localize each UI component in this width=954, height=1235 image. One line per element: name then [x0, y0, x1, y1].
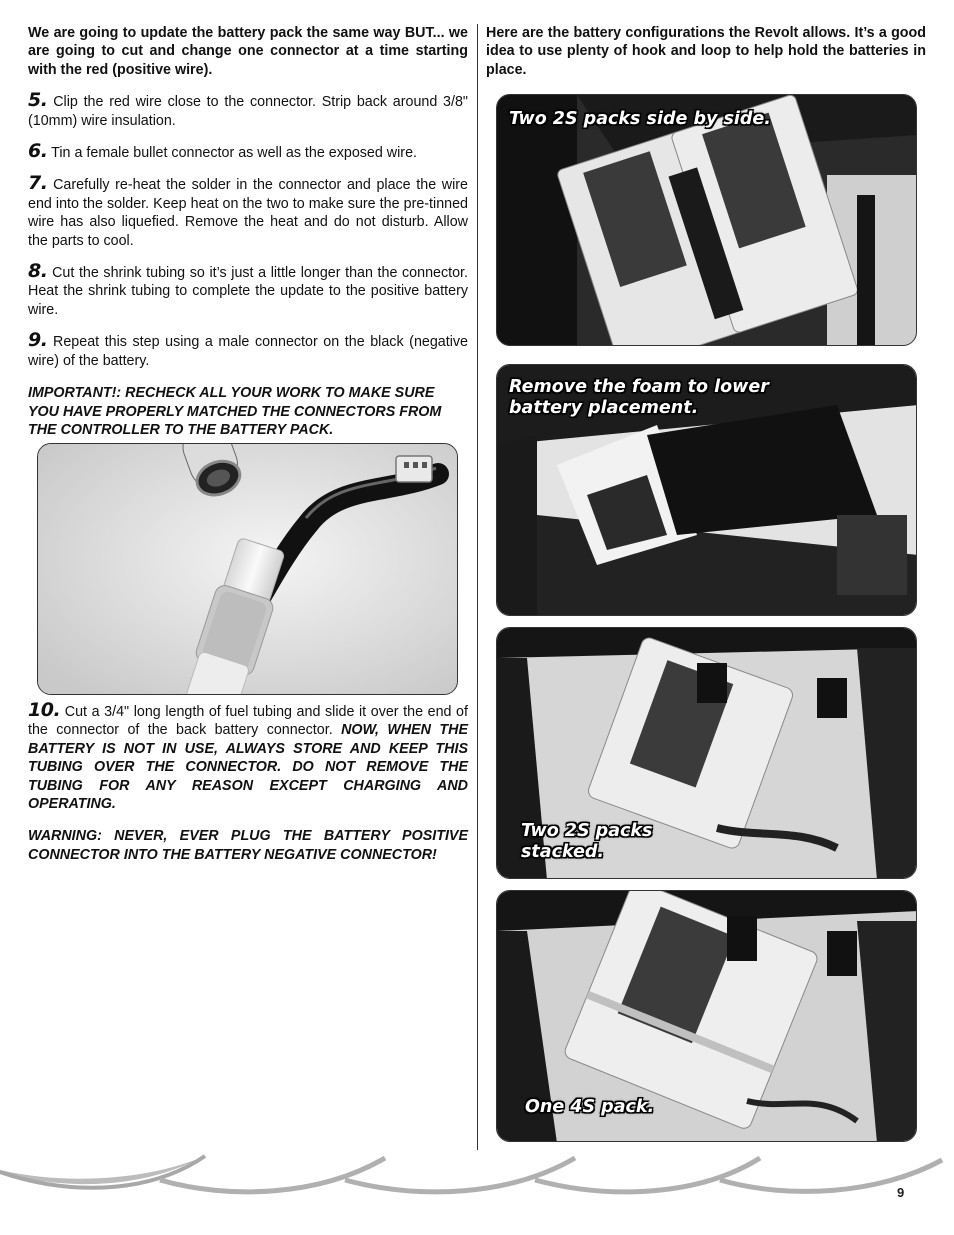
connector-photo — [37, 443, 458, 695]
photo-remove-foam — [496, 364, 917, 616]
warning-note: WARNING: NEVER, EVER PLUG THE BATTERY POSITIVE CONNECTOR INTO THE BATTERY NEGATIVE CONNECTOR! — [28, 828, 468, 863]
caption-line-2: stacked. — [521, 842, 605, 862]
step-number: 6. — [28, 140, 48, 163]
left-column — [28, 24, 468, 439]
step-10 — [28, 701, 468, 813]
footer-swoosh-decoration — [0, 1150, 954, 1210]
connector-image — [38, 444, 458, 695]
photo-caption: One 4S pack. — [525, 1097, 655, 1117]
step-number: 5. — [28, 89, 48, 112]
photo-caption — [521, 821, 652, 863]
photo-caption: Two 2S packs side by side. — [509, 109, 771, 129]
step-text: Carefully re-heat the solder in the connector and place the wire end into the solder. Keep heat on the two to make sure the pre-tinned wire has also liquefied. Remove the heat and do not disturb. Allow the parts to cool. — [28, 177, 468, 249]
step-text: Tin a female bullet connector as well as the exposed wire. — [51, 145, 417, 162]
step-7 — [28, 174, 468, 250]
step-number: 9. — [28, 329, 48, 352]
step-number: 8. — [28, 260, 48, 283]
step-text: Clip the red wire close to the connector. Strip back around 3/8" (10mm) wire insulation. — [28, 94, 468, 129]
photo-two-2s-stacked — [496, 627, 917, 879]
step-6 — [28, 142, 468, 162]
step-8 — [28, 262, 468, 319]
important-note: IMPORTANT!: RECHECK ALL YOUR WORK TO MAKE SURE YOU HAVE PROPERLY MATCHED THE CONNECTORS FROM THE CONTROLLER TO THE BATTERY PACK. — [28, 385, 442, 438]
caption-line-1: Two 2S packs — [521, 821, 653, 841]
page-number: 9 — [897, 1185, 905, 1200]
column-divider — [477, 24, 478, 1150]
right-column — [486, 24, 926, 79]
step-9 — [28, 331, 468, 370]
step-10-block — [28, 701, 468, 864]
photo-one-4s-pack — [496, 890, 917, 1142]
caption-line-2: battery placement. — [509, 398, 699, 418]
caption-line-1: Remove the foam to lower — [509, 377, 769, 397]
step-number: 10. — [28, 699, 61, 721]
step-text: Cut a 3/4" long length of fuel tubing and slide it over the end of the connector of the back battery connector. — [28, 704, 468, 739]
step-text: Repeat this step using a male connector on the black (negative wire) of the battery. — [28, 334, 468, 369]
storage-emphasis: NOW, WHEN THE BATTERY IS NOT IN USE, ALWAYS STORE AND KEEP THIS TUBING OVER THE CONNECTOR. DO NOT REMOVE THE TUBING FOR ANY REASON EXCEPT CHARGING AND OPERATING. — [28, 722, 468, 813]
photo-two-2s-side-by-side — [496, 94, 917, 346]
configurations-intro: Here are the battery configurations the Revolt allows. It’s a good idea to use plenty of hook and loop to help hold the batteries in place. — [486, 25, 926, 78]
intro-text: We are going to update the battery pack the same way BUT... we are going to cut and change one connector at a time starting with the red (positive wire). — [28, 25, 468, 78]
battery-image — [497, 95, 917, 346]
photo-caption — [509, 377, 769, 419]
step-number: 7. — [28, 172, 48, 195]
step-text: Cut the shrink tubing so it’s just a little longer than the connector. Heat the shrink tubing to complete the update to the positive battery wire. — [28, 265, 468, 318]
step-5 — [28, 91, 468, 130]
